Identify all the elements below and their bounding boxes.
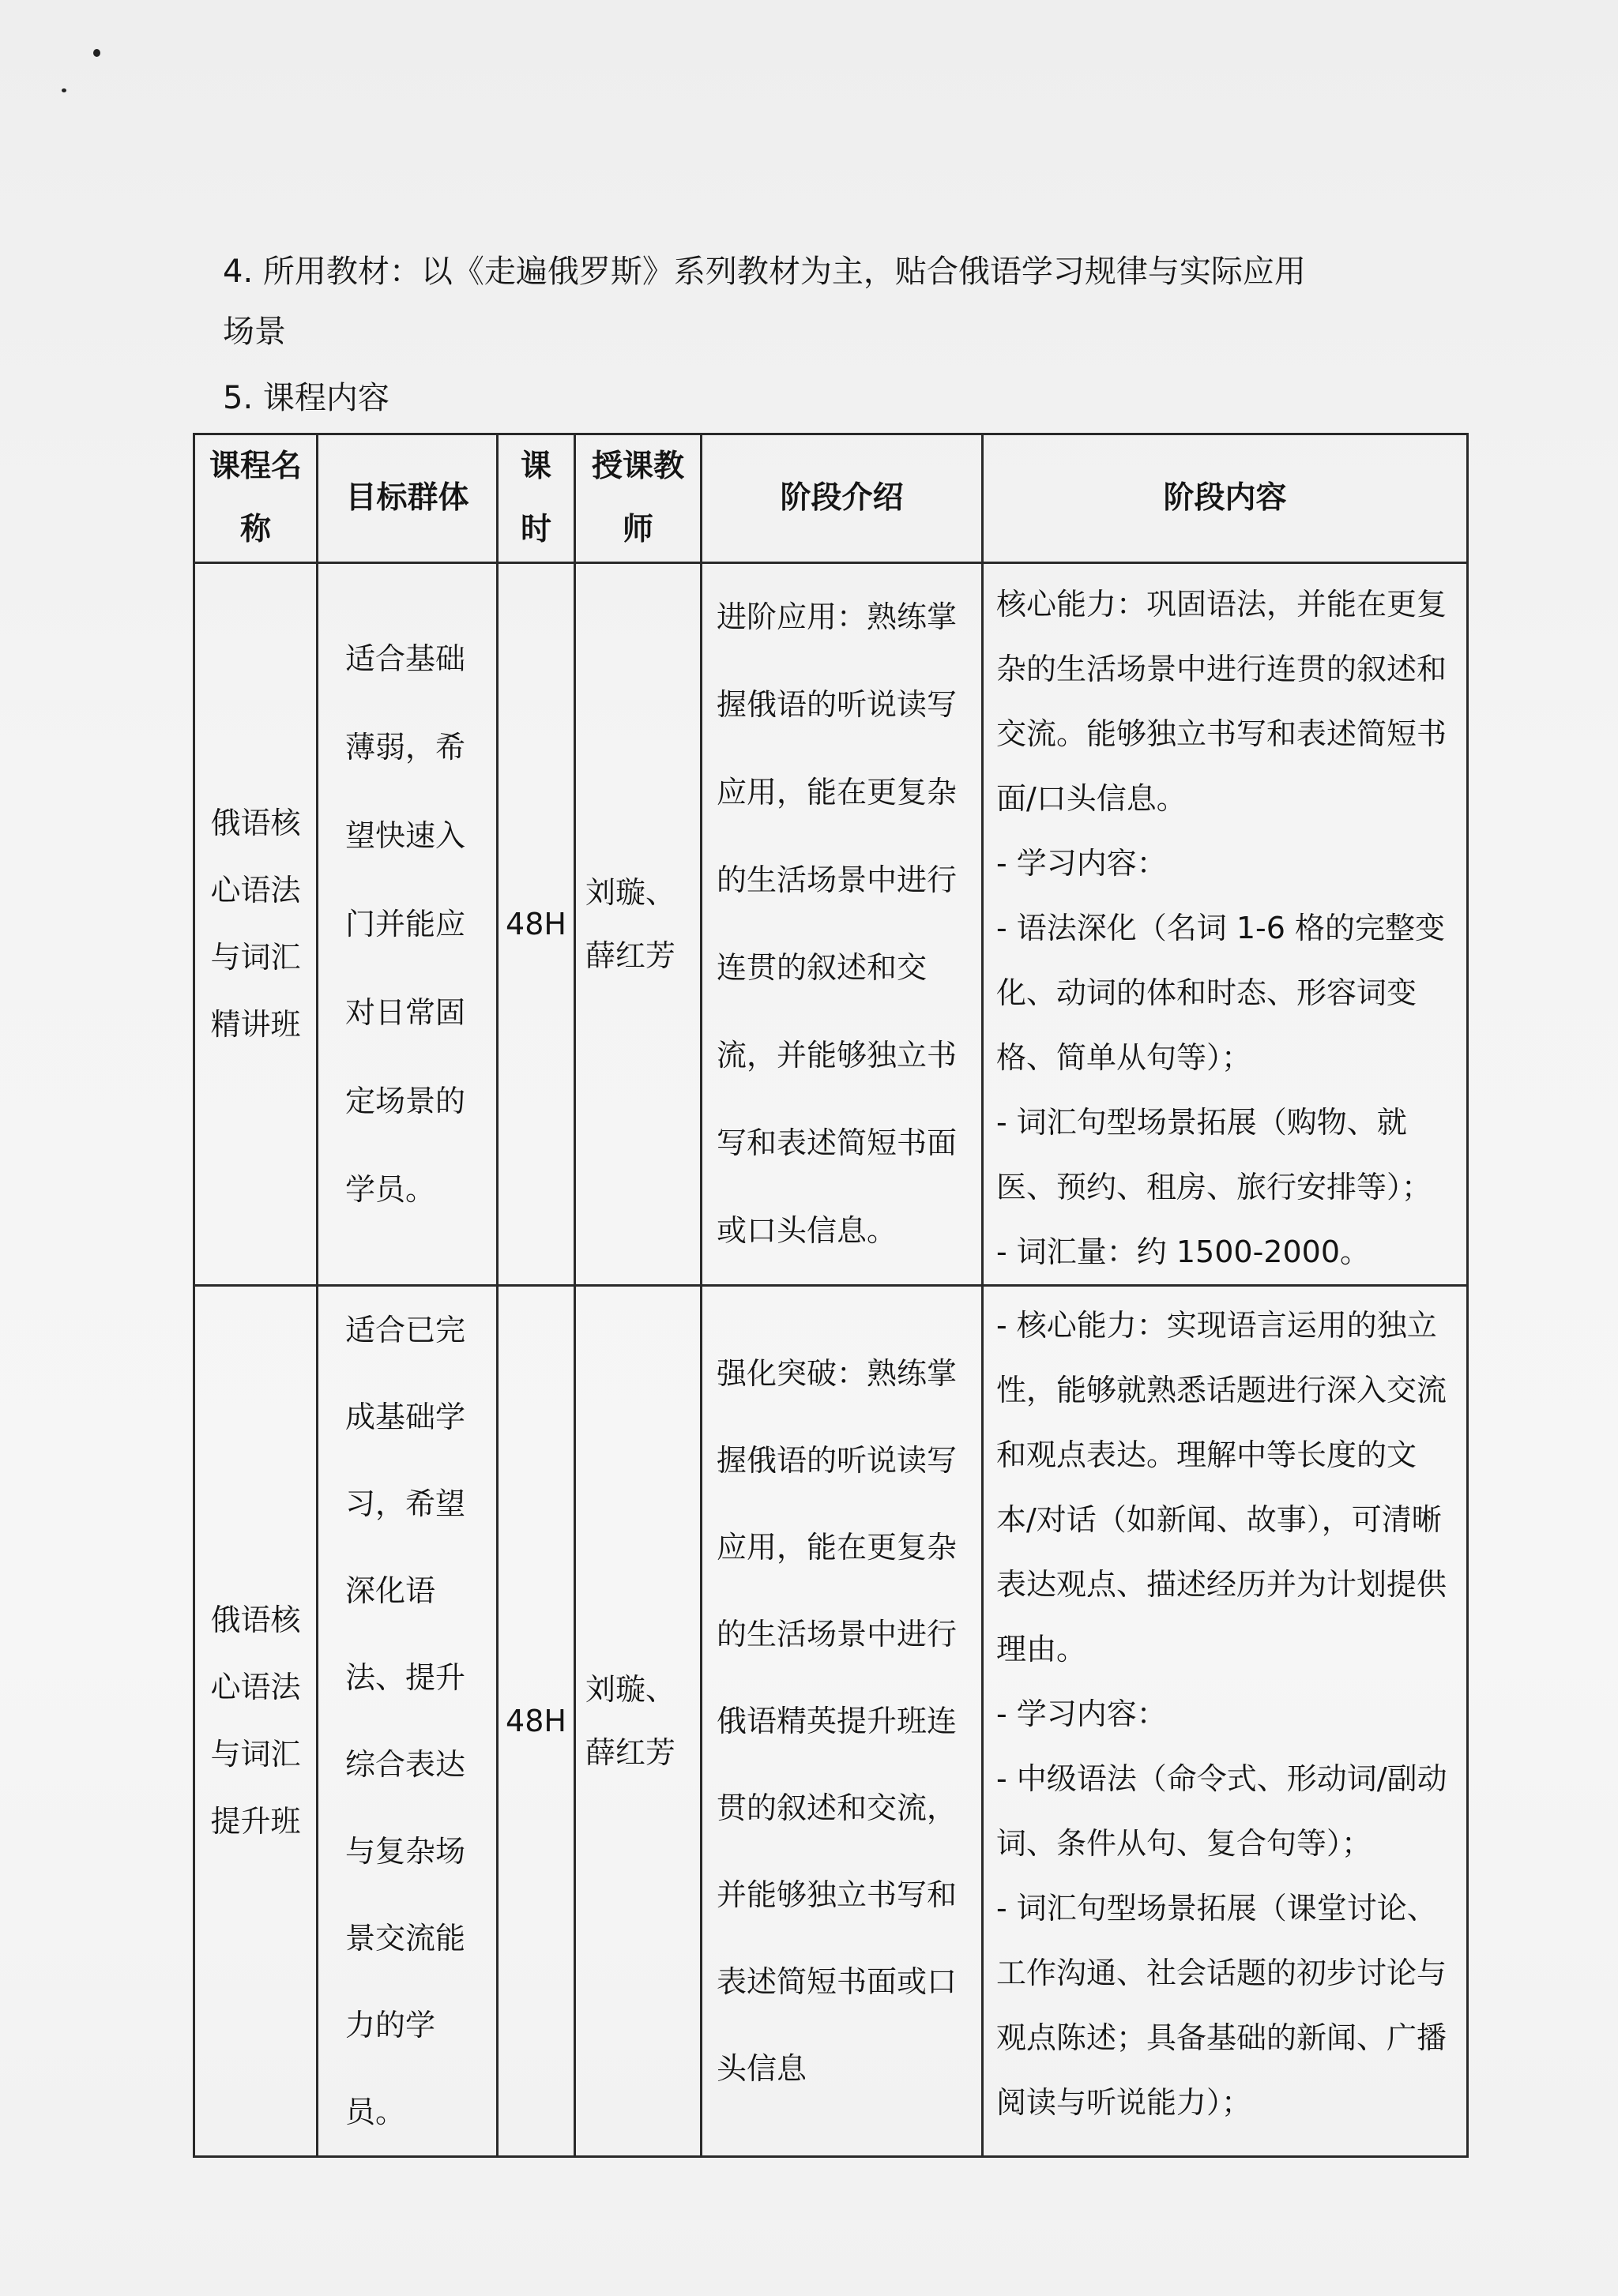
- hours-cell: [498, 563, 575, 1286]
- stage-content: [984, 564, 1466, 1284]
- header-stage-intro: 阶段介绍: [702, 434, 983, 563]
- target-group: 适合基础薄弱，希望快速入门并能应对日常固定场景的学员。: [345, 641, 466, 1207]
- paper-speck: [93, 49, 100, 57]
- table-row: [194, 1286, 1468, 2157]
- course-name: 俄语核心语法与词汇提升班: [210, 1603, 301, 1839]
- stage-content-cell: [983, 563, 1468, 1286]
- item-4-line-2: 场景: [223, 314, 286, 350]
- stage-intro: 进阶应用：熟练掌握俄语的听说读写应用，能在更复杂的生活场景中进行连贯的叙述和交流，并能够独立书写和表述简短书面或口头信息。: [717, 599, 958, 1248]
- item-4-line-1: 4. 所用教材：以《走遍俄罗斯》系列教材为主，贴合俄语学习规律与实际应用: [223, 254, 1306, 290]
- teachers: 刘璇、薛红芳: [585, 1672, 676, 1770]
- stage-content-line: 核心能力：巩固语法，并能在更复杂的生活场景中进行连贯的叙述和交流。能够独立书写和表述简短书面/口头信息。: [996, 587, 1447, 816]
- hours: 48H: [506, 1704, 566, 1738]
- header-stage-content: 阶段内容: [983, 434, 1468, 563]
- stage-content-line: - 词汇句型场景拓展（购物、就医、预约、租房、旅行安排等）；: [996, 1105, 1432, 1204]
- paper-speck: [62, 88, 66, 92]
- table-header-row: [194, 434, 1468, 563]
- stage-content-line: - 词汇句型场景拓展（课堂讨论、工作沟通、社会话题的初步讨论与观点陈述；具备基础的新闻、广播阅读与听说能力）；: [996, 1891, 1447, 2120]
- stage-content-line: - 中级语法（命令式、形动词/副动词、条件从句、复合句等）；: [996, 1761, 1447, 1861]
- hours: 48H: [506, 907, 566, 941]
- header-target-group: 目标群体: [318, 434, 498, 563]
- stage-intro: 强化突破：熟练掌握俄语的听说读写应用，能在更复杂的生活场景中进行俄语精英提升班连贯的叙述和交流，并能够独立书写和表述简短书面或口头信息: [717, 1356, 958, 2086]
- teachers: 刘璇、薛红芳: [585, 875, 676, 973]
- stage-content: [984, 1287, 1466, 2135]
- stage-intro-cell: [702, 1286, 983, 2157]
- stage-content-cell: [983, 1286, 1468, 2157]
- course-name-cell: [194, 1286, 318, 2157]
- target-group-cell: [318, 563, 498, 1286]
- teachers-cell: [575, 563, 702, 1286]
- teachers-cell: [575, 1286, 702, 2157]
- stage-content-line: - 学习内容：: [996, 846, 1167, 881]
- target-group: 适合已完成基础学习，希望深化语法、提升综合表达与复杂场景交流能力的学员。: [345, 1313, 466, 2129]
- header-hours: 课时: [498, 434, 575, 563]
- target-group-cell: [318, 1286, 498, 2157]
- header-teachers: 授课教师: [575, 434, 702, 563]
- header-course-name: 课程名称: [194, 434, 318, 563]
- stage-content-line: - 词汇量：约 1500-2000。: [996, 1234, 1370, 1269]
- course-name: 俄语核心语法与词汇精讲班: [210, 806, 301, 1042]
- hours-cell: [498, 1286, 575, 2157]
- course-table: [193, 433, 1469, 2158]
- stage-content-line: - 学习内容：: [996, 1697, 1167, 1731]
- stage-intro-cell: [702, 563, 983, 1286]
- table-row: [194, 563, 1468, 1286]
- stage-content-line: - 语法深化（名词 1-6 格的完整变化、动词的体和时态、形容词变格、简单从句等）；: [996, 911, 1446, 1075]
- item-5-heading: 5. 课程内容: [223, 380, 389, 416]
- course-name-cell: [194, 563, 318, 1286]
- stage-content-line: - 核心能力：实现语言运用的独立性，能够就熟悉话题进行深入交流和观点表达。理解中等长度的文本/对话（如新闻、故事），可清晰表达观点、描述经历并为计划提供理由。: [996, 1308, 1447, 1667]
